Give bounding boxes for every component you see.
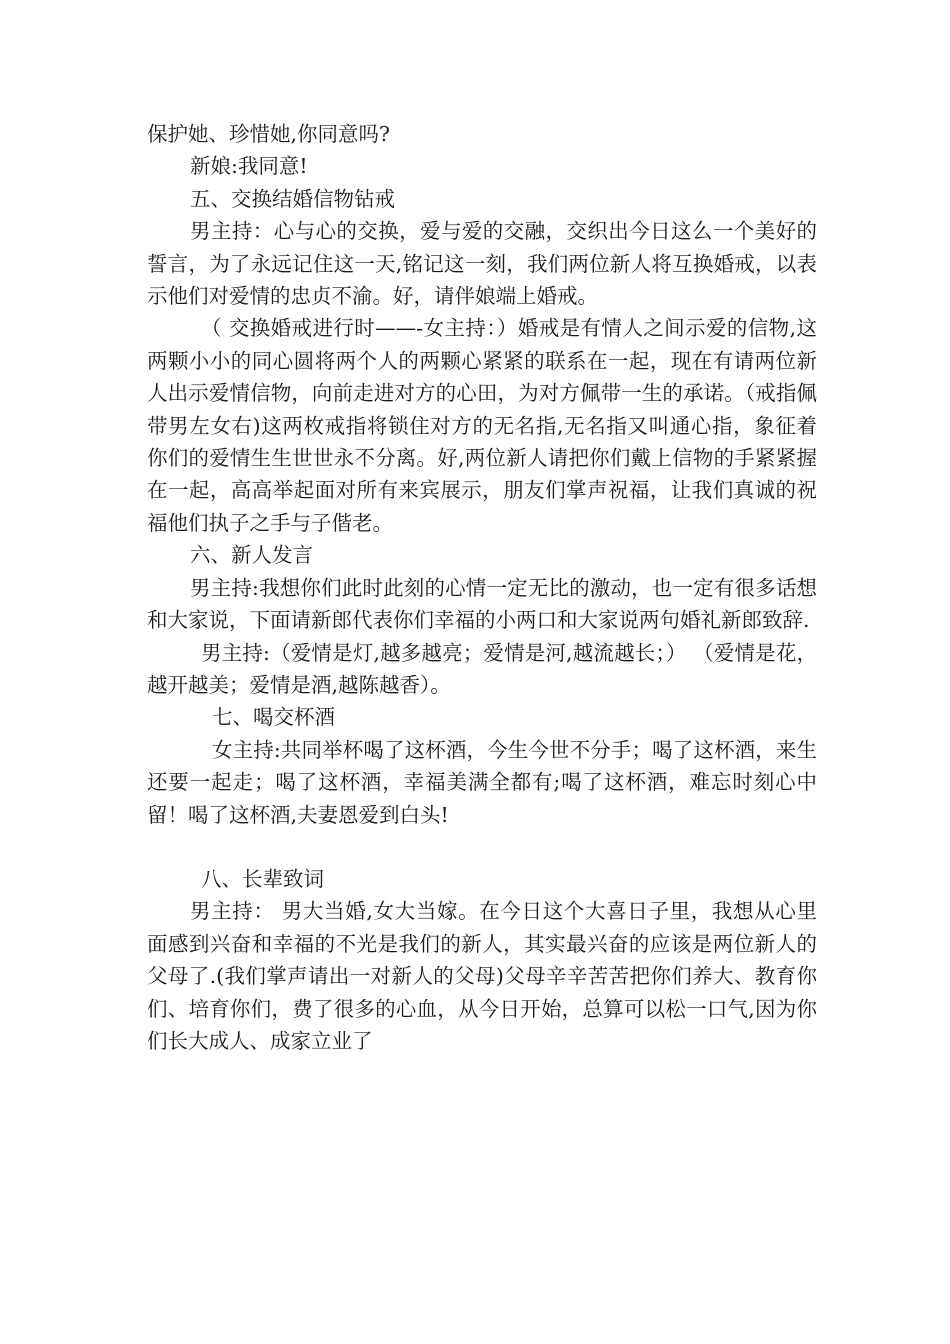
document-body xyxy=(147,118,817,1057)
paragraph-male-host-rings: 男主持：心与心的交换，爱与爱的交融，交织出今日这么一个美好的誓言，为了永远记住这一天,铭记这一刻，我们两位新人将互换婚戒，以表示他们对爱情的忠贞不渝。好，请伴娘端上婚戒。 xyxy=(147,219,817,309)
section-heading-elders-speech: 八、长辈致词 xyxy=(201,866,324,891)
paragraph-male-host-speech: 男主持:我想你们此时此刻的心情一定无比的激动，也一定有很多话想和大家说，下面请新郎代表你们幸福的小两口和大家说两句婚礼新郎致辞. xyxy=(147,575,817,633)
paragraph-male-host-elders: 男主持： 男大当婚,女大当嫁。在今日这个大喜日子里，我想从心里面感到兴奋和幸福的不光是我们的新人，其实最兴奋的应该是两位新人的父母了.(我们掌声请出一对新人的父母)父母辛辛苦苦把你们养大、教育你们、培育你们，费了很多的心血，从今日开始，总算可以松一口气,因为你们长大成人、成家立业了 xyxy=(147,899,817,1053)
paragraph-bride-reply: 新娘:我同意! xyxy=(190,154,308,179)
paragraph-ring-exchange: （ 交换婚戒进行时——-女主持：）婚戒是有情人之间示爱的信物,这两颗小小的同心圆将两个人的两颗心紧紧的联系在一起，现在有请两位新人出示爱情信物，向前走进对方的心田，为对方佩带一生的承诺。（戒指佩带男左女右)这两枚戒指将锁住对方的无名指,无名指又叫通心指，象征着你们的爱情生生世世永不分离。好,两位新人请把你们戴上信物的手紧紧握在一起，高高举起面对所有来宾展示，朋友们掌声祝福，让我们真诚的祝福他们执子之手与子偕老。 xyxy=(147,316,817,535)
section-heading-cross-cup-wine: 七、喝交杯酒 xyxy=(212,705,335,730)
paragraph-gap xyxy=(147,831,817,863)
paragraph-female-host-wine: 女主持:共同举杯喝了这杯酒，今生今世不分手；喝了这杯酒，来生还要一起走；喝了这杯酒，幸福美满全都有;喝了这杯酒，难忘时刻心中留！喝了这杯酒,夫妻恩爱到白头! xyxy=(147,737,817,827)
paragraph-continuation: 保护她、珍惜她,你同意吗? xyxy=(147,122,391,146)
section-heading-newlywed-speech: 六、新人发言 xyxy=(190,543,313,568)
paragraph-male-host-love: 男主持:（爱情是灯,越多越亮；爱情是河,越流越长；） （爱情是花，越开越美；爱情是酒,越陈越香）。 xyxy=(147,640,817,697)
section-heading-exchange-rings: 五、交换结婚信物钻戒 xyxy=(190,186,395,211)
